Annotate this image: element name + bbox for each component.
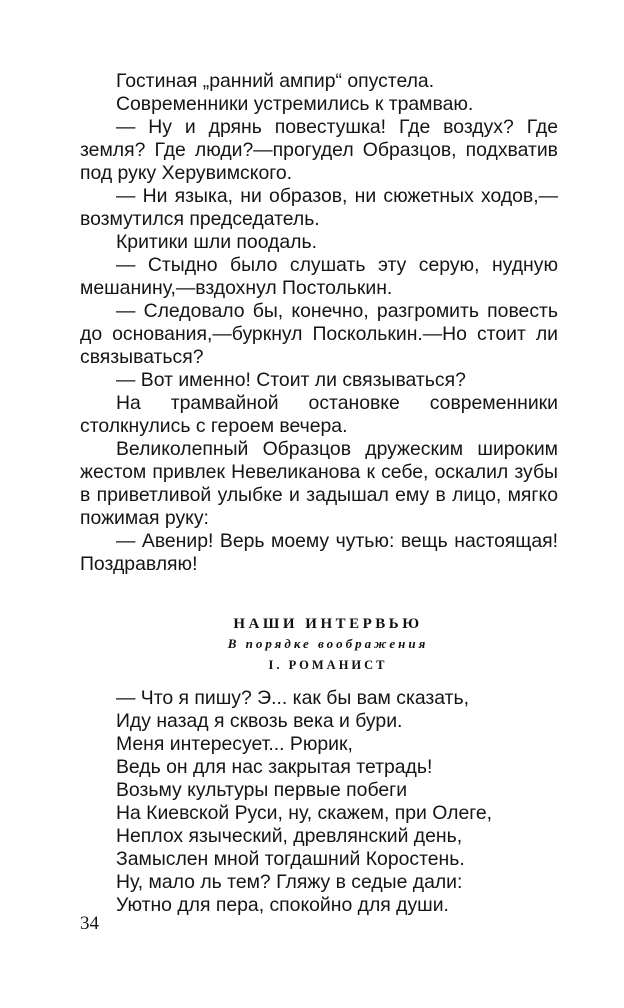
paragraph: Великолепный Образцов дружеским широким жестом привлек Невеликанова к себе, оскалил зубы в приветливой улыбке и задышал ему в лицо, мягко пожимая руку: bbox=[80, 438, 558, 529]
paragraph: — Вот именно! Стоит ли связываться? bbox=[116, 369, 466, 391]
book-page bbox=[80, 70, 558, 917]
verse-line: Иду назад я сквозь века и бури. bbox=[116, 710, 403, 732]
verse-line: Уютно для пера, спокойно для души. bbox=[116, 894, 449, 916]
paragraph: Критики шли поодаль. bbox=[116, 231, 317, 253]
paragraph: — Ну и дрянь повестушка! Где воздух? Где земля? Где люди?—прогудел Образцов, подхватив под руку Херувимского. bbox=[80, 116, 558, 184]
page-number: 34 bbox=[80, 913, 99, 934]
paragraph: — Стыдно было слушать эту серую, нудную мешанину,—вздохнул Постолькин. bbox=[80, 254, 558, 299]
paragraph: — Авенир! Верь моему чутью: вещь настоящая! Поздравляю! bbox=[80, 530, 558, 575]
section-title: НАШИ ИНТЕРВЬЮ bbox=[233, 616, 423, 632]
verse-line: Ну, мало ль тем? Гляжу в седые дали: bbox=[116, 871, 463, 893]
paragraph: — Ни языка, ни образов, ни сюжетных ходов,— возмутился председатель. bbox=[80, 185, 558, 230]
verse-line: Неплох языческий, древлянский день, bbox=[116, 825, 463, 847]
paragraph: Современники устремились к трамваю. bbox=[116, 93, 474, 115]
part-title: I. РОМАНИСТ bbox=[268, 658, 388, 672]
verse-line: Ведь он для нас закрытая тетрадь! bbox=[116, 756, 433, 778]
paragraph: Гостиная „ранний ампир“ опустела. bbox=[116, 70, 435, 92]
verse-block bbox=[80, 687, 558, 917]
section-subtitle: В порядке воображения bbox=[227, 636, 429, 651]
verse-line: Возьму культуры первые побеги bbox=[116, 779, 408, 801]
paragraph: На трамвайной остановке современники столкнулись с героем вечера. bbox=[80, 392, 558, 437]
verse-line: Меня интересует... Рюрик, bbox=[116, 733, 353, 755]
prose-text bbox=[80, 70, 558, 576]
paragraph: — Следовало бы, конечно, разгромить повесть до основания,—буркнул Посколькин.—Но стоит ли связываться? bbox=[80, 300, 558, 368]
verse-line: На Киевской Руси, ну, скажем, при Олеге, bbox=[116, 802, 493, 824]
verse-line: Замыслен мной тогдашний Коростень. bbox=[116, 848, 465, 870]
verse-line: — Что я пишу? Э... как бы вам сказать, bbox=[116, 687, 470, 709]
